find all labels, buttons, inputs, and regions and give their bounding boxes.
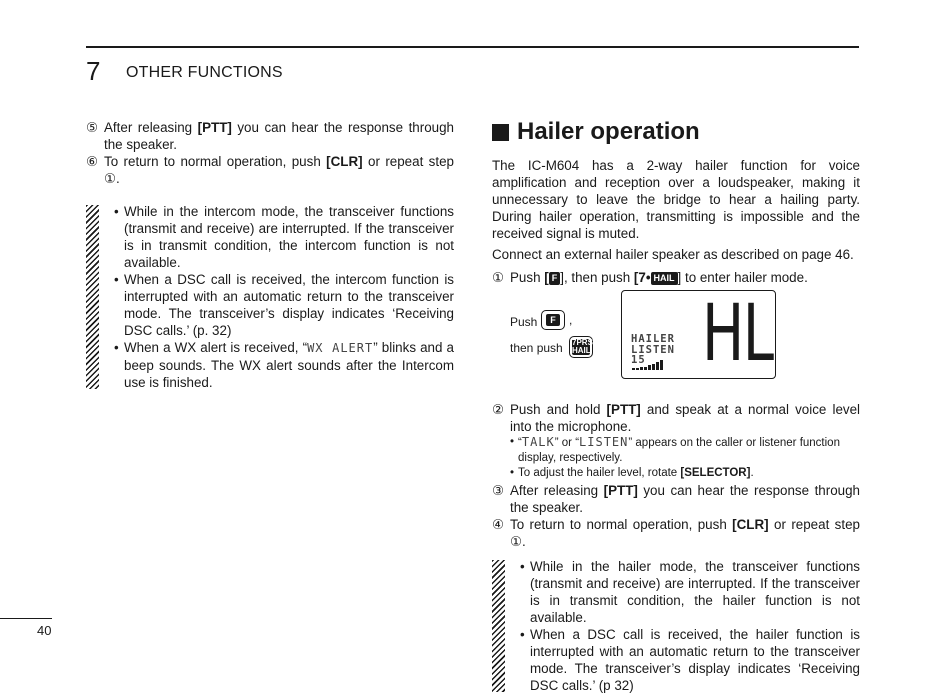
square-bullet-icon [492,124,509,141]
lcd-text-wx-alert: WX ALERT [307,341,374,355]
step-number: ⑥ [86,154,99,169]
lcd-hl-text: HL [702,289,773,379]
f-key-icon: F [549,272,561,285]
step-number: ① [492,270,505,285]
step-text: After releasing [104,120,198,135]
heading-text: Hailer operation [517,118,700,145]
step-6 [86,153,454,187]
step-number: ③ [492,483,505,498]
header-rule [86,46,859,48]
f-button-icon: F [541,310,565,330]
note-item: • While in the intercom mode, the transceiver functions (transmit and receive) are interrupted. If the transceiver is in transmit condition, the intercom function is not available. [114,204,454,270]
lcd-hailer-text: HAILER [631,333,675,345]
key-label: [PTT] [606,402,641,417]
key-label: [SELECTOR] [680,467,751,479]
push-label: Push [510,315,538,329]
step-number: ② [492,402,505,417]
step-2: ② Push and hold [PTT] and speak at a normal voice level into the microphone. [492,402,861,434]
hailer-note-box [492,558,860,694]
step-number: ④ [492,517,505,532]
connect-paragraph: Connect an external hailer speaker as described on page 46. [492,247,854,262]
step-3: ③ After releasing [PTT] you can hear the response through the speaker. [492,483,861,515]
step-1: ① Push [ F ], then push [7• HAIL ] to enter hailer mode. [492,270,808,285]
note-text: While in the hailer mode, the transceiver functions (transmit and receive) are interrupted. If the transceiver is in transmit condition, the hailer function is not available. [530,559,860,625]
right-column [492,116,860,694]
lcd-level-text: 15 [631,354,646,366]
sub-note: • “TALK” or “LISTEN” appears on the caller or listener function display, respectively. [510,435,840,464]
step-number: ⑤ [86,120,99,135]
key-label: [PTT] [197,120,232,135]
hail-key-icon: HAIL [651,272,678,285]
note-item: • When a DSC call is received, the hailer function is interrupted with an automatic return to the transceiver mode. The transceiver’s display indicates ‘Receiving DSC calls.’ (p 32) [520,627,860,693]
note-item: • When a WX alert is received, “WX ALERT” blinks and a beep sounds. The WX alert sounds after the Intercom use is finished. [114,340,454,390]
step-text: or repeat step ①. [104,154,454,186]
note-hatch-icon [86,205,99,389]
step-text: To return to normal operation, push [104,154,327,169]
intro-paragraph: The IC-M604 has a 2-way hailer function for voice amplification and reception over a loudspeaker, making it unnecessary to leave the bridge to hear a hailing party. During hailer operation, transmitting is impossible and the received signal is muted. [492,158,860,241]
key-label: [PTT] [603,483,638,498]
hail-button-icon: 7PRS HAIL [569,336,593,358]
sub-note: • To adjust the hailer level, rotate [SELECTOR]. [510,467,754,479]
hailer-figure: Push F , then push 7PRS HAIL HAILER LISTEN 15 HL [492,290,860,395]
step-4: ④ To return to normal operation, push [CLR] or repeat step ①. [492,517,860,549]
lcd-text-talk: TALK [521,435,555,449]
step-5 [86,119,454,153]
page-number: 40 [37,623,52,638]
key-label: [CLR] [732,517,769,532]
footer-rule [0,618,52,619]
lcd-listen-text: LISTEN [631,343,675,356]
signal-bars-icon [632,360,664,370]
then-push-label: then push [510,341,563,355]
chapter-number: 7 [86,56,101,86]
key-label: [CLR] [326,154,363,169]
step-text: you can hear the response through the speaker. [104,120,455,152]
note-hatch-icon [492,560,505,692]
left-column [86,119,454,391]
chapter-title: OTHER FUNCTIONS [126,64,283,81]
section-heading [492,116,860,148]
note-text: When a DSC call is received, the intercom function is interrupted with an automatic return to the transceiver mode. The transceiver’s display indicates ‘Receiving DSC calls.’ (p. 32) [124,272,454,338]
note-text: ” blinks and a beep sounds. The WX alert sounds after the Intercom use is finished. [124,340,454,390]
lcd-text-listen: LISTEN [579,435,629,449]
intercom-note-box [86,203,454,391]
note-item: • When a DSC call is received, the intercom function is interrupted with an automatic return to the transceiver mode. The transceiver’s display indicates ‘Receiving DSC calls.’ (p. 32) [114,272,454,338]
note-text: When a WX alert is received, “ [124,340,308,355]
note-text: When a DSC call is received, the hailer function is interrupted with an automatic return to the transceiver mode. The transceiver’s display indicates ‘Receiving DSC calls.’ (p 32) [530,627,860,693]
note-item: • While in the hailer mode, the transceiver functions (transmit and receive) are interrupted. If the transceiver is in transmit condition, the hailer function is not available. [520,559,860,625]
lcd-display [621,290,776,379]
note-text: While in the intercom mode, the transceiver functions (transmit and receive) are interrupted. If the transceiver is in transmit condition, the intercom function is not available. [124,204,454,270]
